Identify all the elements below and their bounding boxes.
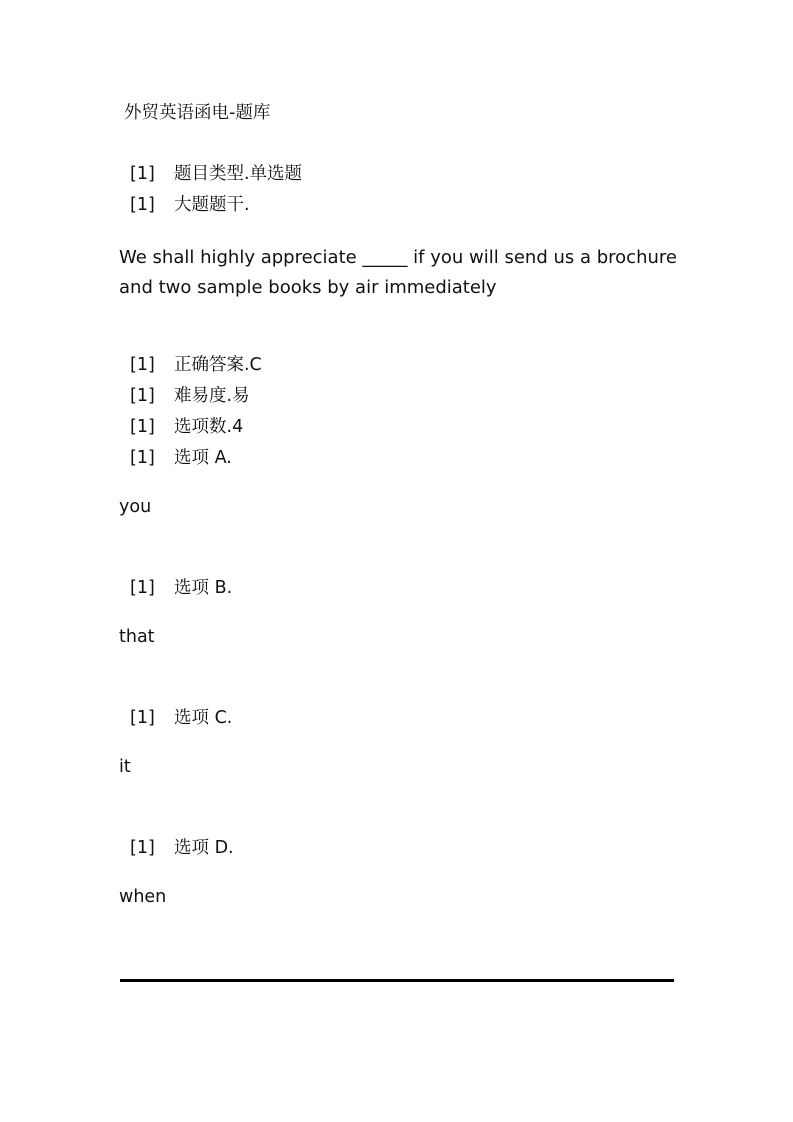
meta-label: 难易度.易	[174, 386, 250, 406]
option-label: 选项 C.	[174, 708, 233, 728]
option-label: 选项 B.	[174, 578, 233, 598]
item-marker: [1]	[130, 838, 155, 858]
meta-label: 选项数.4	[174, 417, 244, 437]
document-title: 外贸英语函电-题库	[124, 103, 271, 123]
item-marker: [1]	[130, 417, 155, 437]
option-label: 选项 D.	[174, 838, 234, 858]
item-marker: [1]	[130, 386, 155, 406]
question-stem: We shall highly appreciate _____ if you will send us a brochure and two sample books by air immediately	[119, 247, 677, 298]
option-a-text: you	[119, 497, 152, 517]
meta-question-type	[130, 163, 302, 185]
horizontal-rule	[120, 979, 674, 982]
item-marker: [1]	[130, 164, 155, 184]
option-a-heading	[130, 447, 232, 469]
option-b-heading	[130, 577, 232, 599]
item-marker: [1]	[130, 448, 155, 468]
option-d-text: when	[119, 887, 167, 907]
option-d-heading	[130, 837, 234, 859]
meta-option-count	[130, 416, 243, 438]
meta-label: 题目类型.单选题	[174, 164, 303, 184]
item-marker: [1]	[130, 195, 155, 215]
meta-label: 大题题干.	[174, 195, 250, 215]
option-c-heading	[130, 707, 232, 729]
option-c-text: it	[119, 757, 131, 777]
item-marker: [1]	[130, 355, 155, 375]
option-b-text: that	[119, 627, 155, 647]
meta-label: 正确答案.C	[174, 355, 262, 375]
meta-correct-answer	[130, 354, 262, 376]
meta-difficulty	[130, 385, 250, 407]
item-marker: [1]	[130, 578, 155, 598]
item-marker: [1]	[130, 708, 155, 728]
meta-stem-heading	[130, 194, 250, 216]
option-label: 选项 A.	[174, 448, 232, 468]
